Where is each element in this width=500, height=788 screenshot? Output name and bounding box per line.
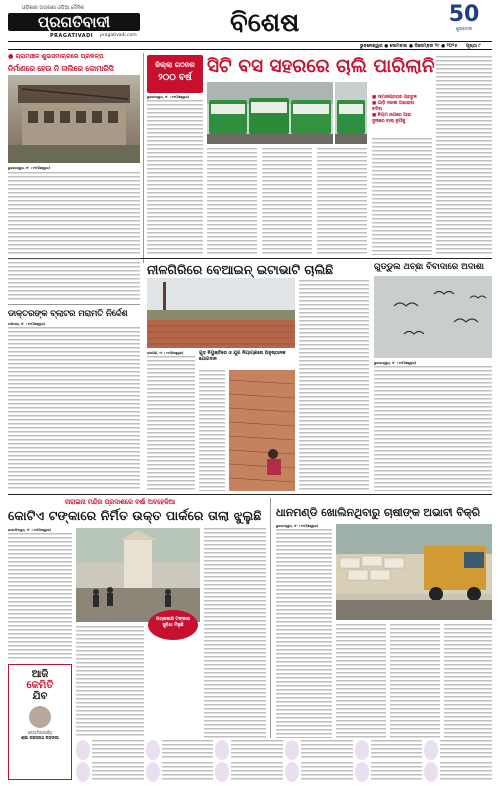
zodiac-text bbox=[162, 762, 214, 782]
dateline-bar bbox=[8, 41, 492, 50]
zodiac-virgo-icon bbox=[424, 740, 438, 760]
horoscope-title-2: କେମିତି bbox=[26, 680, 54, 691]
badge-line1: ଜିଲ୍ଲା ଗଠନର bbox=[155, 61, 195, 69]
story-bottom-right-col2 bbox=[336, 624, 386, 738]
section-title: ବିଶେଷ bbox=[230, 8, 300, 38]
story-top-main-headline: ସିଟି ବସ ସହରରେ ଚାଲି ପାରିଲାନି bbox=[207, 56, 435, 77]
brick-kiln-photo bbox=[147, 278, 295, 348]
zodiac-grid bbox=[76, 740, 492, 782]
kiln-photo bbox=[147, 278, 295, 348]
logo bbox=[8, 13, 140, 31]
story-bottom-left-kicker: ନାରାଇନା ମନ୍ଦିର ପ୍ରଦାଶରେ ବର୍ଷା ଅବହେଳିଆ bbox=[65, 498, 175, 506]
dateline: ଜଗତସିଂହପୁର, ୨୮ । ୧୧(ନିଃସ୍ୱାକ) bbox=[8, 528, 51, 532]
story-bottom-right-col3 bbox=[390, 624, 440, 738]
zodiac-text bbox=[162, 740, 214, 760]
story-top-main-col4 bbox=[317, 148, 367, 255]
zodiac-text bbox=[371, 762, 423, 782]
story-middle-col-c bbox=[299, 280, 369, 491]
story-top-right-col2 bbox=[436, 56, 492, 255]
issue-date: ଭୁବନେଶ୍ୱର ● ସୋମବାର ● ଡିସେମ୍ବର ୨୯ ● ୨୦୨୫ bbox=[360, 44, 458, 49]
story-bottom-right-col1 bbox=[276, 524, 332, 738]
building-photo bbox=[8, 75, 140, 163]
zodiac-libra-icon bbox=[76, 762, 90, 782]
logo-text: ପ୍ରଗତିବାଦୀ bbox=[37, 13, 111, 31]
dateline: ଭୁବନେଶ୍ୱର, ୨୮ । ୧୧(ନିଃସ୍ୱାକ) bbox=[276, 524, 319, 528]
story-middle-right-headline: ଗୁଡ୍ଡୁଲ ଥଚ୍ଛା ବିବାଦାରେ ଅଦାଶା bbox=[374, 262, 484, 272]
badge-line2: ୨୦୦ ବର୍ଷ bbox=[158, 73, 192, 83]
district-badge bbox=[147, 55, 203, 93]
page-number: ପୃଷ୍ଠା ୮ bbox=[466, 44, 481, 49]
story-middle-col-b bbox=[199, 370, 225, 491]
horoscope-title-3: ଯିବ bbox=[32, 691, 48, 702]
story-bottom-left-col2 bbox=[76, 626, 144, 738]
park-gate-photo bbox=[76, 528, 200, 622]
story-doctor-body bbox=[8, 322, 140, 490]
dateline: ଭୁବନେଶ୍ୱର, ୨୮ । ୧୧(ନିଃସ୍ୱାକ) bbox=[8, 166, 51, 170]
zodiac-text bbox=[440, 762, 492, 782]
zodiac-text bbox=[371, 740, 423, 760]
zodiac-pisces-icon bbox=[424, 762, 438, 782]
logo-sub: PRAGATIVADI bbox=[50, 33, 94, 39]
paddy-truck-photo bbox=[336, 524, 492, 620]
zodiac-capricorn-icon bbox=[285, 762, 299, 782]
zodiac-aquarius-icon bbox=[355, 762, 369, 782]
zodiac-text bbox=[440, 740, 492, 760]
birds-photo bbox=[374, 276, 492, 358]
city-bus-photo bbox=[207, 82, 333, 144]
story-bottom-right-col4 bbox=[444, 624, 492, 738]
zodiac-text bbox=[231, 762, 283, 782]
park-badge bbox=[148, 610, 198, 640]
worker-photo bbox=[229, 370, 295, 491]
truck-photo bbox=[336, 524, 492, 620]
story-top-main-col3 bbox=[262, 148, 312, 255]
zodiac-leo-icon bbox=[355, 740, 369, 760]
story-middle-subhead bbox=[199, 351, 295, 365]
story-top-left-body bbox=[8, 166, 140, 256]
story-top-right-bullets bbox=[372, 95, 422, 135]
story-bottom-right-headline: ଧାନମଣ୍ଡି ଖୋଲିନଥିବାରୁ ଚାଷୀଙ୍କ ଅଭାବୀ ବିକ୍ରି bbox=[276, 506, 480, 519]
masthead-tagline: ଓଡ଼ିଶାର ଅଗ୍ରଣୀ ଓଡ଼ିଆ ଦୈନିକ bbox=[22, 5, 85, 11]
brick-worker-photo bbox=[229, 370, 295, 491]
story-top-main-col2 bbox=[207, 148, 257, 255]
zodiac-text bbox=[92, 762, 144, 782]
zodiac-text bbox=[92, 740, 144, 760]
zodiac-taurus-icon bbox=[146, 740, 160, 760]
astrologer-name: ଶ୍ରୀ ଜଗନ୍ନାଥ ଷଡ଼ଙ୍ଗୀ bbox=[21, 735, 59, 740]
bus-photo bbox=[207, 82, 333, 144]
flying-birds-photo bbox=[374, 276, 492, 358]
story-doctor-headline: ଡାକ୍ତରଙ୍କ ବ୍ଲାଟର ମରାମତି ନିର୍ଦ୍ଦେଶ bbox=[8, 308, 128, 318]
site-url: pragativadi.com bbox=[100, 33, 137, 38]
story-top-left-lower bbox=[8, 258, 140, 302]
zodiac-text bbox=[231, 740, 283, 760]
zodiac-gemini-icon bbox=[215, 740, 229, 760]
horoscope-box bbox=[8, 664, 72, 780]
bullet-item: ■ ଗାଡ଼ି ଦରକା ଅଶାରାବା ବଚିବା bbox=[372, 101, 415, 112]
park-photo bbox=[76, 528, 200, 622]
story-top-left-kicker: ● ଗ୍ରାମାଞ୍ଚଳ ଶୁଭସମାଚାରରେ ପ୍ରକଳ୍ପ bbox=[8, 53, 104, 60]
story-top-left-headline: ନିର୍ମାଣରେ ହେଉ ନି ନାଲିରେ କୋମାରିସି bbox=[8, 64, 114, 73]
zodiac-text bbox=[301, 740, 353, 760]
story-top-right-col1 bbox=[372, 138, 432, 255]
zodiac-cancer-icon bbox=[285, 740, 299, 760]
anniversary-badge bbox=[443, 4, 485, 32]
zodiac-row bbox=[76, 740, 492, 760]
anniversary-number: 50 bbox=[448, 2, 480, 27]
story-top-left-photo bbox=[8, 75, 140, 163]
horoscope-title-1: ଆଜି bbox=[31, 669, 49, 680]
story-middle-col-a bbox=[147, 351, 195, 491]
anniversary-text: ଶୁଭକାମନା bbox=[455, 26, 473, 31]
bullet-item: ■ ସାମାଜପ୍ରଚାର ପ୍ରତୁଳ bbox=[372, 95, 417, 100]
dateline: ନୀଳଗିରି, ୨୮ । ୧୧(ନିଃସ୍ୱାକ) bbox=[147, 351, 184, 355]
zodiac-text bbox=[301, 762, 353, 782]
story-middle-right-body bbox=[374, 361, 492, 491]
astrologer-label: ଜ୍ୟୋତିଷାଚାର୍ଯ୍ୟ bbox=[27, 730, 53, 735]
story-top-main-col1 bbox=[147, 95, 203, 255]
dateline: ଭୁବନେଶ୍ୱର, ୨୮ । ୧୧(ନିଃସ୍ୱାକ) bbox=[147, 95, 190, 99]
city-bus-photo-2 bbox=[335, 82, 367, 144]
dateline: ବାରିପଦା, ୨୮ । ୧୧(ନିଃସ୍ୱାକ) bbox=[8, 322, 46, 326]
zodiac-scorpio-icon bbox=[146, 762, 160, 782]
subhead-text: ଗୁଡ଼ ନିୟୁକ୍ତିରେ ଓ ଯୁଗ ନିୟାୟଣରେ ଅନୁଷ୍ଠାନକ ଯୋଗଦାନ bbox=[199, 351, 286, 362]
zodiac-sagittarius-icon bbox=[215, 762, 229, 782]
badge-text: ପଚାଶଲକ୍ଷ ଟଙ୍କାର ସୁବିଧା ମିଳୁଛି bbox=[155, 617, 191, 628]
zodiac-aries-icon bbox=[76, 740, 90, 760]
story-bottom-left-col1 bbox=[8, 528, 72, 660]
bullet-item: ■ ନିୟମ ଉପରେ ଆହା ଦୁନୀରେ ବାଲ୍ ନୁଆଁବୁ bbox=[372, 113, 411, 124]
zodiac-row bbox=[76, 762, 492, 782]
story-middle-left-headline: ନୀଳଗିରିରେ ବେଆଇନ୍ ଇଟାଭାଟି ଚାଲିଛି bbox=[147, 262, 334, 277]
astrologer-avatar bbox=[29, 706, 51, 728]
horoscope-title bbox=[9, 669, 71, 702]
story-bottom-left-col3 bbox=[204, 528, 266, 738]
dateline: ଭୁବନେଶ୍ୱର, ୨୮ । ୧୧(ନିଃସ୍ୱାକ) bbox=[374, 361, 417, 365]
story-bottom-left-headline: କୋଟିଏ ଟଙ୍କାରେ ନିର୍ମିତ ଉକ୍ତ ପାର୍କରେ ତାଲା ଝୁଲୁଛି bbox=[8, 508, 262, 523]
bus-photo-side bbox=[335, 82, 367, 144]
